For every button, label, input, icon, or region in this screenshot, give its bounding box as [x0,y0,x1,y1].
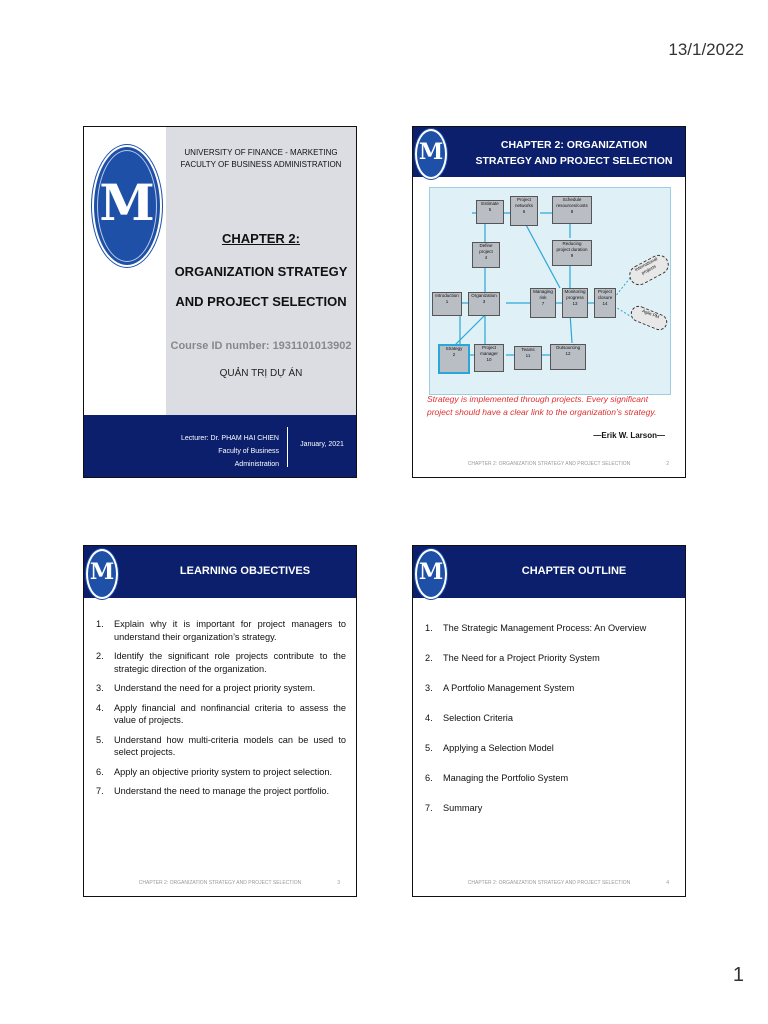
slide-date: January, 2021 [300,441,344,448]
node-organization [468,292,500,316]
slide-number: 4 [666,880,669,886]
list-item [425,622,675,635]
node-strategy [438,344,470,374]
item-number: 7. [96,786,104,796]
logo-letter: M [418,559,444,585]
item-number: 3. [425,683,433,693]
quote-text: Strategy is implemented through projects. Every significant project should have a clear link to the organization’s strategy. [427,394,657,417]
course-name: QUẢN TRỊ DỰ ÁN [219,368,303,379]
node-managing-risk [530,288,556,318]
item-text: Explain why it is important for project managers to understand their organization’s strategy. [114,619,346,642]
node-monitoring-progress [562,288,588,318]
university-logo-icon [92,145,162,267]
node-manager-label: Project manager 10 [480,345,498,362]
node-project-closure [594,288,616,318]
list-item [425,802,675,815]
node-strategy-label: Strategy 2 [445,346,463,357]
node-intro-label: Introduction 1 [435,293,459,304]
list-item [425,742,675,755]
university-block [166,147,356,171]
item-number: 6. [96,766,104,777]
item-text: Understand how multi-criteria models can be used to select projects. [114,734,346,757]
logo-letter: M [418,139,444,165]
slide-footer [84,880,356,886]
node-outsourcing-label: Outsourcing 12 [555,345,581,356]
footer-text: CHAPTER 2: ORGANIZATION STRATEGY AND PROJECT SELECTION [467,880,631,886]
page-number: 1 [732,964,744,986]
slide-chapter-outline [412,545,686,897]
list-item [425,712,675,725]
item-text: The Need for a Project Priority System [443,653,600,663]
item-text: Apply financial and nonfinancial criteria to assess the value of projects. [114,702,346,725]
list-item [425,652,675,665]
item-number: 5. [425,743,433,753]
page-date: 13/1/2022 [668,40,744,59]
list-item [96,650,346,675]
slide-title [468,137,680,169]
chapter-map-diagram [429,187,671,395]
item-text: Apply an objective priority system to project selection. [114,766,333,777]
node-closure-label: Project closure 14 [597,289,613,306]
list-item [425,772,675,785]
outline-list [425,622,675,832]
item-text: A Portfolio Management System [443,683,575,693]
slide-footer [413,880,685,886]
item-number: 4. [425,713,433,723]
node-schedule-label: Schedule resources/costs 8 [556,197,588,214]
course-id: Course ID number: 1931101013902 [170,340,352,352]
slide-learning-objectives [83,545,357,897]
node-networks-label: Project networks 6 [514,197,533,214]
node-reducing-duration [552,240,592,266]
item-number: 2. [425,653,433,663]
title-line-2: AND PROJECT SELECTION [175,294,347,309]
chapter-title [166,257,356,317]
node-introduction [432,292,462,316]
item-number: 6. [425,773,433,783]
item-text: Understand the need for a project priority system. [114,683,316,693]
item-text: Selection Criteria [443,713,513,723]
list-item [96,734,346,759]
item-text: Managing the Portfolio System [443,773,569,783]
slide-title: CHAPTER OUTLINE [521,565,627,577]
node-monitoring-label: Monitoring progress 13 [564,289,586,306]
objectives-list [96,618,346,805]
slide-number: 2 [666,461,669,467]
slide-title: LEARNING OBJECTIVES [179,565,311,577]
university-logo-icon [415,549,447,599]
node-estimate-label: Estimate 5 [481,201,499,212]
logo-letter: M [89,559,115,585]
item-text: The Strategic Management Process: An Overview [443,623,647,633]
logo-letter: M [99,173,155,232]
list-item [96,682,346,695]
item-text: Applying a Selection Model [443,743,554,753]
faculty-name: FACULTY OF BUSINESS ADMINISTRATION [180,160,342,169]
node-teams [514,346,542,370]
university-name: UNIVERSITY OF FINANCE - MARKETING [184,148,338,157]
chapter-label: CHAPTER 2: [221,231,300,246]
item-number: 1. [425,623,433,633]
divider [287,427,288,467]
node-international-label: International projects [633,256,659,276]
node-outsourcing [550,344,586,370]
node-estimate [476,200,504,224]
node-project-manager [474,344,504,372]
title-line-1: ORGANIZATION STRATEGY [174,264,348,279]
list-item [96,785,346,798]
slide-diagram [412,126,686,478]
item-number: 2. [96,651,104,661]
node-define-project [472,242,500,268]
list-item [96,702,346,727]
header-line-2: STRATEGY AND PROJECT SELECTION [475,155,673,167]
slide-footer [413,461,685,467]
node-reducing-label: Reducing project duration 9 [556,241,588,258]
university-logo-icon [415,129,447,179]
node-project-networks [510,196,538,226]
item-text: Summary [443,803,483,813]
item-number: 7. [425,803,433,813]
item-number: 1. [96,619,104,629]
lecturer-faculty: Faculty of Business Administration [218,448,279,468]
university-logo-icon [86,549,118,599]
header-line-1: CHAPTER 2: ORGANIZATION [500,139,648,151]
quote-author: —Erik W. Larson— [593,431,665,440]
node-organization-label: Organization 3 [471,293,497,304]
item-number: 4. [96,702,104,713]
lecturer-name: Lecturer: Dr. PHAM HAI CHIEN [180,435,279,442]
item-text: Understand the need to manage the project portfolio. [114,786,330,796]
item-number: 3. [96,683,104,693]
node-teams-label: Teams 11 [521,347,535,358]
lecturer-info [179,432,279,471]
node-agile-label: Agile PM [641,308,660,320]
item-text: Identify the significant role projects contribute to the strategic direction of the organization. [114,651,346,674]
list-item [96,618,346,643]
slide-number: 3 [337,880,340,886]
slide-title [83,126,357,478]
node-schedule [552,196,592,224]
list-item [425,682,675,695]
list-item [96,766,346,779]
footer-text: CHAPTER 2: ORGANIZATION STRATEGY AND PROJECT SELECTION [467,461,631,467]
node-risk-label: Managing risk 7 [533,289,553,306]
item-number: 5. [96,734,104,745]
node-define-label: Define project 4 [479,243,493,260]
footer-text: CHAPTER 2: ORGANIZATION STRATEGY AND PROJECT SELECTION [138,880,302,886]
